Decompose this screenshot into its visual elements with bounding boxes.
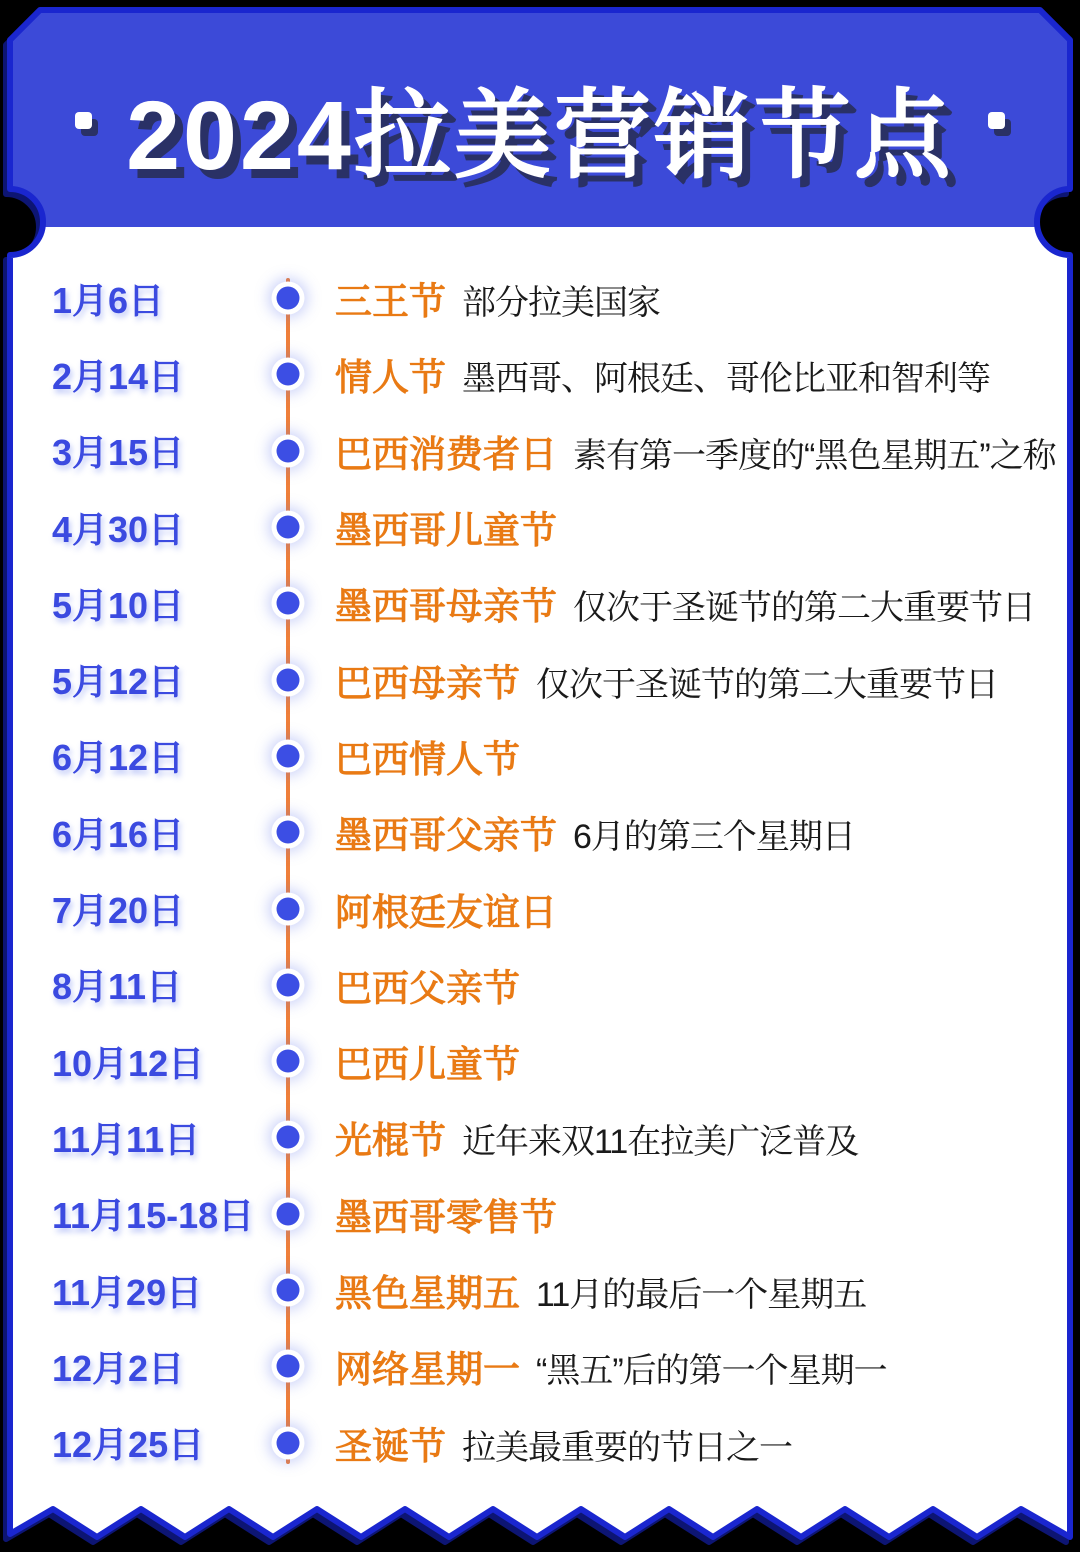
- event-desc: 素有第一季度的“黑色星期五”之称: [573, 436, 1056, 475]
- header: [0, 52, 1080, 202]
- timeline-row: [0, 336, 1080, 412]
- event-dot-icon: [277, 1202, 300, 1225]
- event-dot-icon: [277, 1126, 300, 1149]
- event-text: [283, 1187, 557, 1241]
- event-date: 6月16日: [52, 813, 185, 855]
- event-text: [283, 500, 557, 554]
- timeline-row: [0, 565, 1080, 641]
- event-date: 8月11日: [52, 966, 183, 1008]
- event-date: 11月29日: [52, 1271, 203, 1313]
- event-desc: 仅次于圣诞节的第二大重要节日: [536, 665, 998, 704]
- event-dot-icon: [277, 516, 300, 539]
- timeline-row: [0, 1023, 1080, 1099]
- timeline-row: [0, 718, 1080, 794]
- timeline-row: [0, 947, 1080, 1023]
- event-dot-icon: [277, 973, 300, 996]
- event-text: [283, 958, 520, 1012]
- event-date: 11月15-18日: [52, 1195, 255, 1237]
- event-text: [283, 576, 1035, 630]
- event-name: 光棍节: [335, 1120, 446, 1162]
- timeline-row: [0, 1328, 1080, 1404]
- event-name: 墨西哥零售节: [335, 1196, 557, 1238]
- event-date: 2月14日: [52, 355, 185, 397]
- event-name: 墨西哥父亲节: [335, 815, 557, 857]
- event-name: 网络星期一: [335, 1349, 520, 1391]
- event-text: [283, 729, 520, 783]
- event-name: 情人节: [335, 357, 446, 399]
- event-dot-icon: [277, 897, 300, 920]
- page-title: 2024拉美营销节点: [126, 81, 954, 190]
- event-text: [283, 1034, 520, 1088]
- timeline-row: [0, 489, 1080, 565]
- event-name: 墨西哥儿童节: [335, 510, 557, 552]
- event-name: 墨西哥母亲节: [335, 586, 557, 628]
- event-date: 12月2日: [52, 1347, 185, 1389]
- event-dot-icon: [277, 744, 300, 767]
- event-dot-icon: [277, 439, 300, 462]
- event-desc: 近年来双11在拉美广泛普及: [462, 1123, 859, 1162]
- event-name: 巴西母亲节: [335, 662, 520, 704]
- event-date: 1月6日: [52, 279, 165, 321]
- event-name: 阿根廷友谊日: [335, 891, 557, 933]
- event-dot-icon: [277, 668, 300, 691]
- event-name: 巴西父亲节: [335, 967, 520, 1009]
- event-desc: 11月的最后一个星期五: [536, 1276, 867, 1314]
- event-text: [283, 271, 660, 325]
- event-name: 巴西消费者日: [335, 433, 557, 475]
- event-date: 5月12日: [52, 661, 185, 703]
- event-date: 11月11日: [52, 1118, 201, 1160]
- event-name: 三王节: [335, 281, 446, 323]
- event-dot-icon: [277, 1279, 300, 1302]
- timeline-row: [0, 1176, 1080, 1252]
- timeline-row: [0, 260, 1080, 336]
- event-name: 巴西情人节: [335, 738, 520, 780]
- title-dot-left: [75, 112, 92, 129]
- event-text: [283, 1339, 887, 1393]
- event-date: 4月30日: [52, 508, 185, 550]
- event-name: 黑色星期五: [335, 1273, 520, 1314]
- event-desc: “黑五”后的第一个星期一: [536, 1352, 887, 1391]
- event-text: [283, 653, 998, 707]
- event-text: [283, 805, 855, 859]
- event-text: [283, 1110, 858, 1164]
- timeline-row: [0, 1252, 1080, 1328]
- timeline-row: [0, 870, 1080, 946]
- event-dot-icon: [277, 592, 300, 615]
- event-dot-icon: [277, 1050, 300, 1073]
- event-date: 3月15日: [52, 432, 185, 474]
- event-desc: 拉美最重要的节日之一: [462, 1428, 792, 1467]
- event-dot-icon: [277, 363, 300, 386]
- event-name: 圣诞节: [335, 1425, 446, 1467]
- event-date: 7月20日: [52, 890, 185, 932]
- timeline-row: [0, 1404, 1080, 1480]
- event-desc: 6月的第三个星期日: [573, 818, 855, 857]
- event-desc: 仅次于圣诞节的第二大重要节日: [573, 589, 1035, 628]
- event-date: 6月12日: [52, 737, 185, 779]
- event-text: [283, 1416, 792, 1470]
- timeline-rows: [0, 260, 1080, 1481]
- timeline-row: [0, 641, 1080, 717]
- timeline-row: [0, 794, 1080, 870]
- event-name: 巴西儿童节: [335, 1044, 520, 1086]
- event-date: 5月10日: [52, 584, 185, 626]
- event-date: 12月25日: [52, 1424, 205, 1466]
- event-desc: 墨西哥、阿根廷、哥伦比亚和智利等: [462, 360, 990, 399]
- title-dot-right: [988, 112, 1005, 129]
- event-desc: 部分拉美国家: [462, 284, 660, 323]
- timeline-row: [0, 1099, 1080, 1175]
- event-text: [283, 347, 990, 401]
- event-text: [283, 882, 557, 936]
- timeline-row: [0, 413, 1080, 489]
- event-dot-icon: [277, 1355, 300, 1378]
- event-dot-icon: [277, 1431, 300, 1454]
- event-dot-icon: [277, 821, 300, 844]
- event-date: 10月12日: [52, 1042, 205, 1084]
- event-text: [283, 1263, 866, 1317]
- event-dot-icon: [277, 287, 300, 310]
- event-text: [283, 424, 1056, 478]
